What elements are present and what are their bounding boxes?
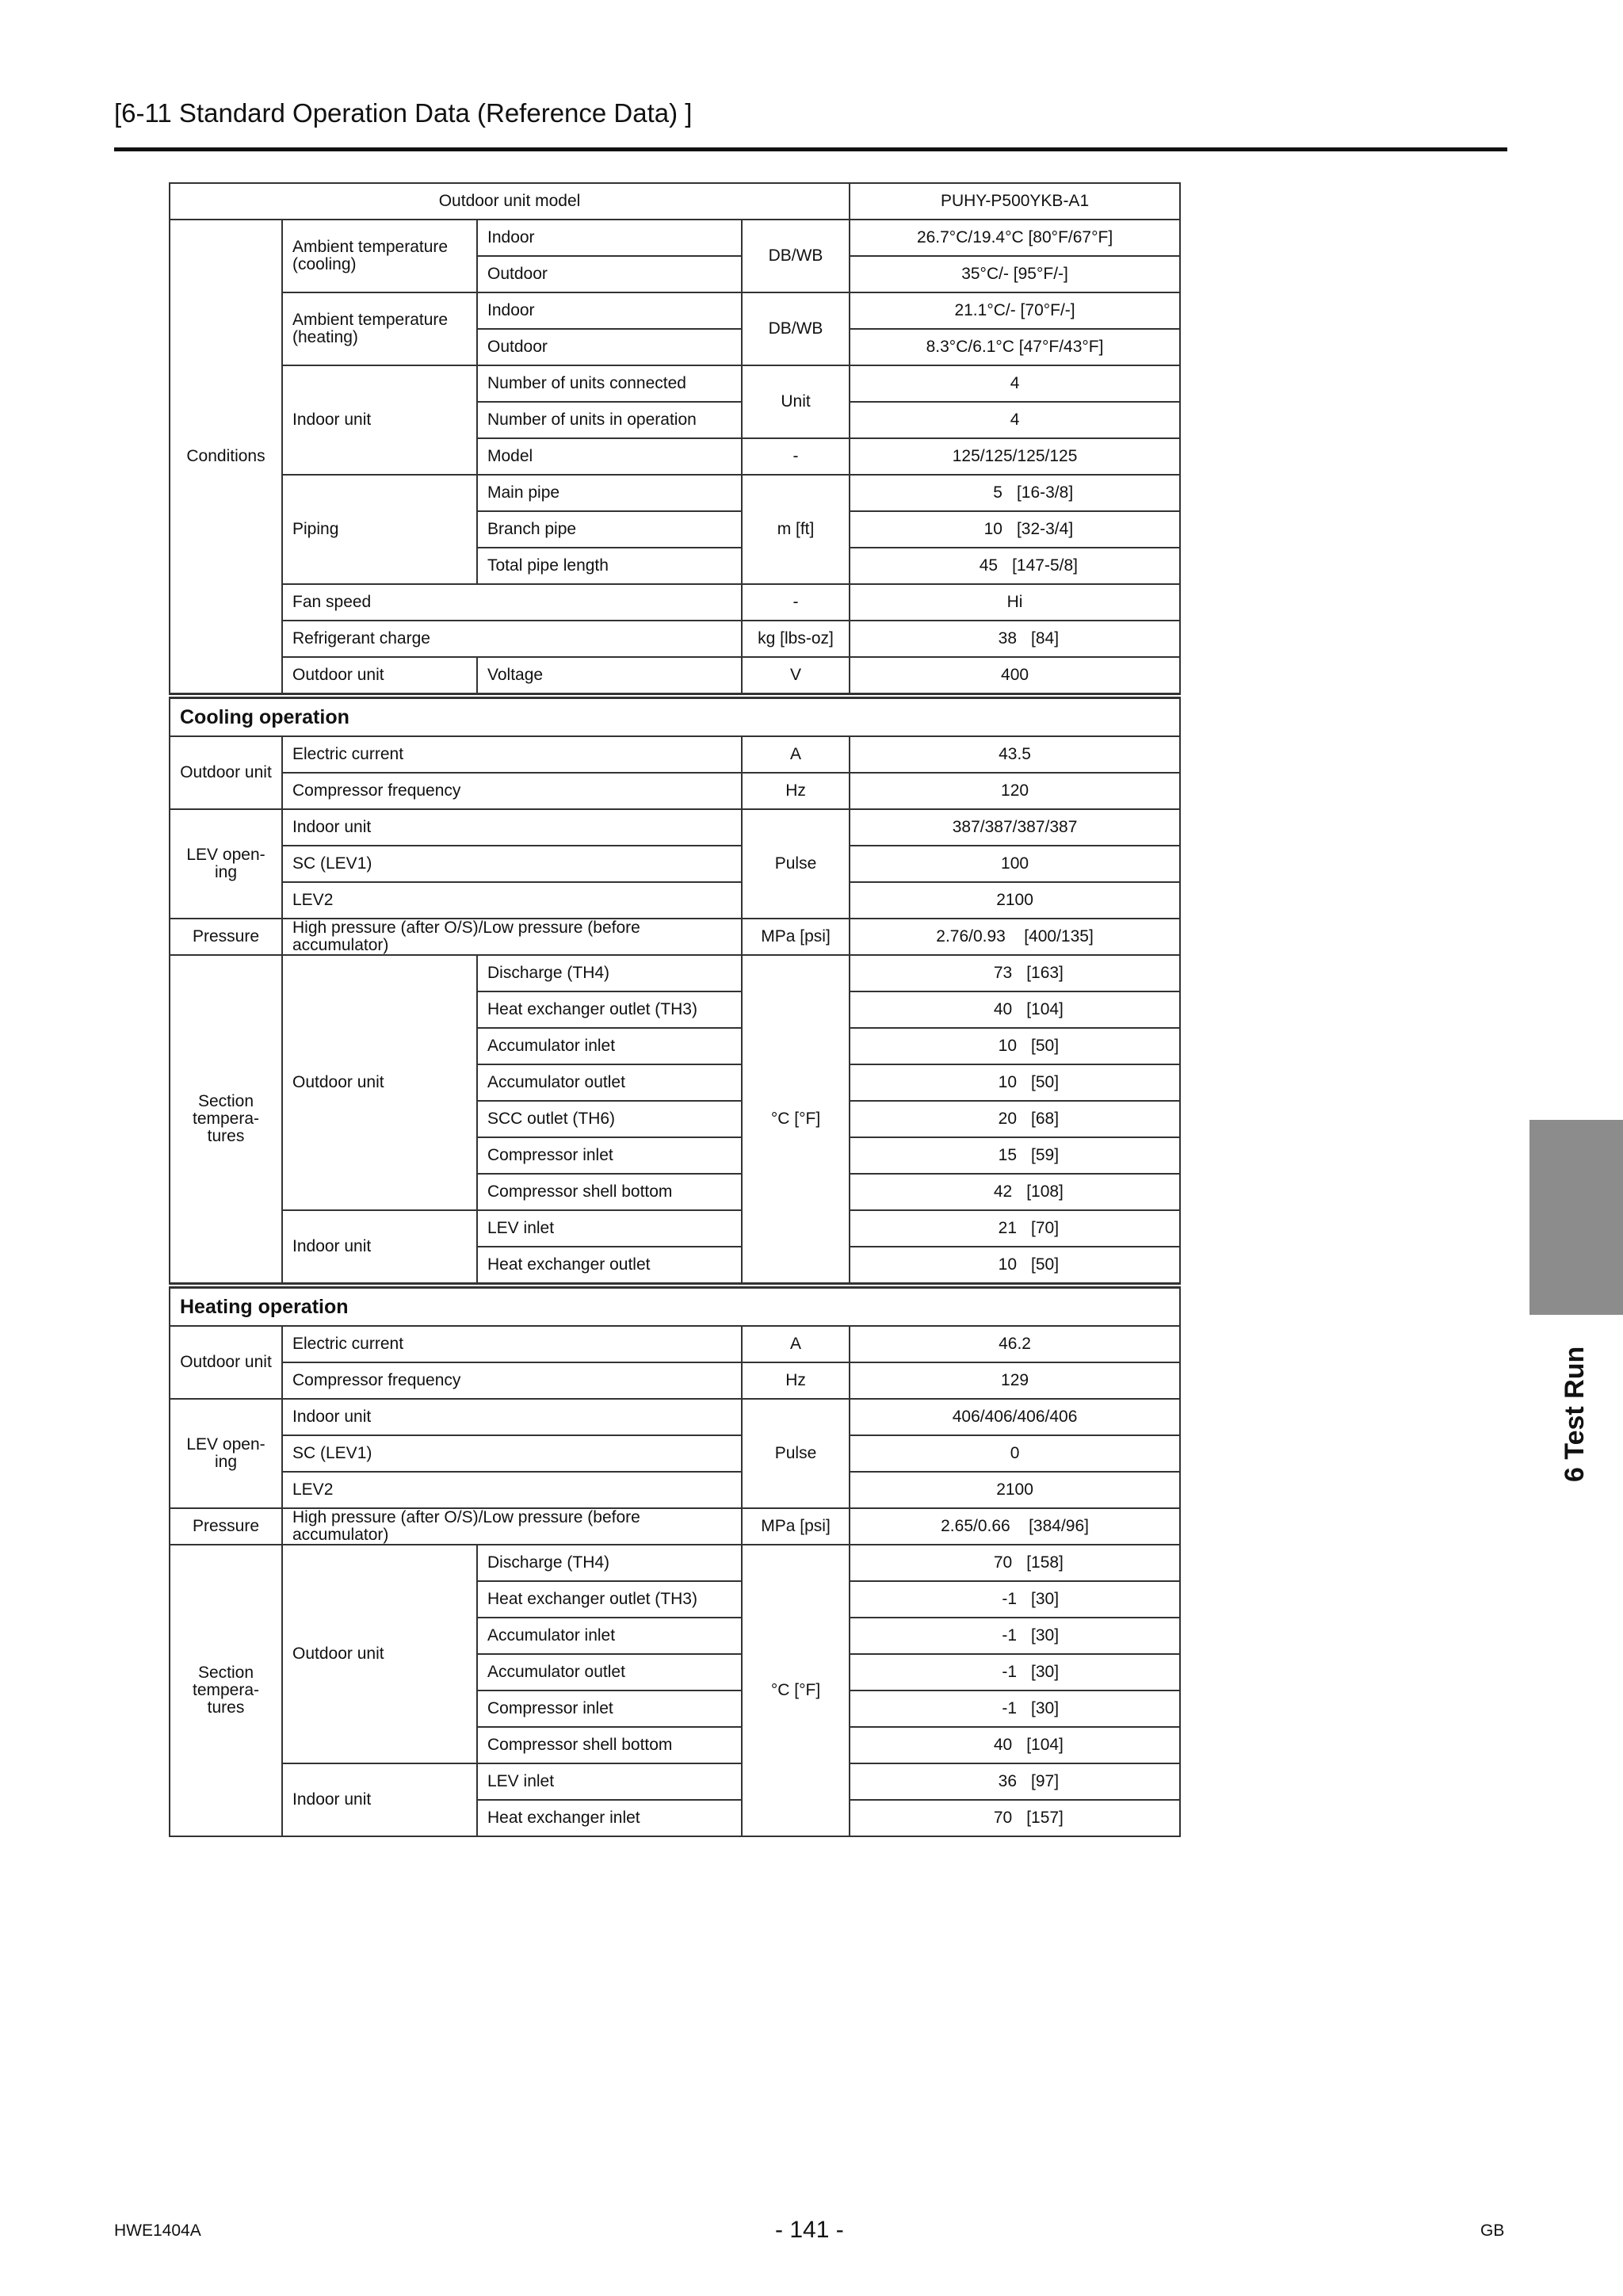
heat-outdoor-label: Outdoor bbox=[477, 329, 742, 365]
cool-freq-unit: Hz bbox=[742, 773, 850, 809]
cool-outdoor-value: 35°C/- [95°F/-] bbox=[850, 256, 1180, 292]
indoor-unit-label: Indoor unit bbox=[282, 365, 477, 475]
heat-temp-indoor-label: Indoor unit bbox=[282, 1763, 477, 1836]
units-connected-label: Number of units connected bbox=[477, 365, 742, 402]
value-unit: [108] bbox=[1026, 1182, 1064, 1201]
cool-lev-indoor-value: 387/387/387/387 bbox=[850, 809, 1180, 846]
branch-pipe-label: Branch pipe bbox=[477, 511, 742, 548]
heat-lev-in-value bbox=[850, 1763, 1180, 1800]
units-connected-value: 4 bbox=[850, 365, 1180, 402]
total-pipe-value bbox=[850, 548, 1180, 584]
value-unit: [68] bbox=[1031, 1110, 1060, 1129]
value-unit: [147-5/8] bbox=[1012, 556, 1078, 575]
cool-lev2-value: 2100 bbox=[850, 882, 1180, 919]
cool-shell-value bbox=[850, 1174, 1180, 1210]
heat-freq-label: Compressor frequency bbox=[282, 1362, 742, 1399]
refrigerant-label: Refrigerant charge bbox=[282, 621, 742, 657]
cool-lev2-label: LEV2 bbox=[282, 882, 742, 919]
table-row bbox=[170, 621, 1180, 657]
cool-acc-in-label: Accumulator inlet bbox=[477, 1028, 742, 1064]
cool-lev-indoor-label: Indoor unit bbox=[282, 809, 742, 846]
heat-sc-value: 0 bbox=[850, 1435, 1180, 1472]
table-row bbox=[170, 1210, 1180, 1247]
heat-outdoor-value: 8.3°C/6.1°C [47°F/43°F] bbox=[850, 329, 1180, 365]
heat-acc-out-value bbox=[850, 1654, 1180, 1690]
cool-lev-in-label: LEV inlet bbox=[477, 1210, 742, 1247]
value-unit: [384/96] bbox=[1029, 1517, 1089, 1536]
table-row bbox=[170, 919, 1180, 955]
table-row bbox=[170, 1763, 1180, 1800]
value-number: 21 bbox=[998, 1219, 1018, 1238]
heat-current-label: Electric current bbox=[282, 1326, 742, 1362]
table-row bbox=[170, 1286, 1180, 1326]
value-number: 10 bbox=[998, 1255, 1018, 1274]
cool-hex-out-value bbox=[850, 1247, 1180, 1286]
value-number: 5 bbox=[993, 483, 1002, 502]
cool-current-unit: A bbox=[742, 736, 850, 773]
sec-label-line2: tempera- bbox=[192, 1110, 260, 1129]
model-unit: - bbox=[742, 438, 850, 475]
heat-pulse-unit: Pulse bbox=[742, 1399, 850, 1508]
sec-label-line1: Section bbox=[197, 1092, 254, 1111]
table-row bbox=[170, 809, 1180, 846]
fan-speed-value: Hi bbox=[850, 584, 1180, 621]
value-unit: [84] bbox=[1031, 628, 1060, 648]
heat-hex-label: Heat exchanger outlet (TH3) bbox=[477, 1581, 742, 1618]
value-unit: [16-3/8] bbox=[1016, 483, 1074, 502]
refrigerant-value bbox=[850, 621, 1180, 657]
value-unit: [30] bbox=[1031, 1663, 1060, 1682]
heat-indoor-value: 21.1°C/- [70°F/-] bbox=[850, 292, 1180, 329]
model-value: PUHY-P500YKB-A1 bbox=[850, 183, 1180, 220]
cool-hex-value bbox=[850, 991, 1180, 1028]
heat-section-temp-label bbox=[170, 1545, 282, 1836]
dbwb-unit: DB/WB bbox=[742, 220, 850, 292]
heat-current-unit: A bbox=[742, 1326, 850, 1362]
value-unit: [59] bbox=[1031, 1146, 1060, 1165]
cool-freq-value: 120 bbox=[850, 773, 1180, 809]
cool-section-temp-label bbox=[170, 955, 282, 1286]
value-number: 2.76/0.93 bbox=[936, 927, 1006, 946]
fan-speed-unit: - bbox=[742, 584, 850, 621]
heating-section-title: Heating operation bbox=[170, 1286, 1180, 1326]
table-row bbox=[170, 955, 1180, 991]
sec-label-line2: tempera- bbox=[192, 1681, 260, 1700]
heat-acc-in-value bbox=[850, 1618, 1180, 1654]
cool-scc-value bbox=[850, 1101, 1180, 1137]
mft-unit: m [ft] bbox=[742, 475, 850, 584]
cool-comp-in-label: Compressor inlet bbox=[477, 1137, 742, 1174]
cool-sc-label: SC (LEV1) bbox=[282, 846, 742, 882]
value-number: 10 bbox=[998, 1037, 1018, 1056]
table-row bbox=[170, 773, 1180, 809]
cool-shell-label: Compressor shell bottom bbox=[477, 1174, 742, 1210]
unit-unit: Unit bbox=[742, 365, 850, 438]
cool-pressure-label: Pressure bbox=[170, 919, 282, 955]
value-number: 20 bbox=[998, 1110, 1018, 1129]
heat-discharge-value bbox=[850, 1545, 1180, 1581]
main-pipe-label: Main pipe bbox=[477, 475, 742, 511]
footer-region: GB bbox=[1480, 2222, 1505, 2240]
voltage-label: Voltage bbox=[477, 657, 742, 696]
chapter-side-label: 6 Test Run bbox=[1560, 1346, 1590, 1482]
value-unit: [157] bbox=[1026, 1809, 1064, 1828]
table-row bbox=[170, 882, 1180, 919]
cool-acc-out-value bbox=[850, 1064, 1180, 1101]
model-label-cond: Model bbox=[477, 438, 742, 475]
heat-lev2-value: 2100 bbox=[850, 1472, 1180, 1508]
table-row bbox=[170, 1508, 1180, 1545]
sec-label-line3: tures bbox=[207, 1698, 245, 1717]
cool-discharge-value bbox=[850, 955, 1180, 991]
model-label: Outdoor unit model bbox=[170, 183, 850, 220]
table-row bbox=[170, 1362, 1180, 1399]
cool-pressure-desc: High pressure (after O/S)/Low pressure (before accumulator) bbox=[282, 919, 742, 955]
heat-lev-indoor-label: Indoor unit bbox=[282, 1399, 742, 1435]
branch-pipe-value bbox=[850, 511, 1180, 548]
table-row bbox=[170, 584, 1180, 621]
value-unit: [30] bbox=[1031, 1699, 1060, 1718]
value-number: 38 bbox=[998, 628, 1018, 648]
table-row bbox=[170, 1399, 1180, 1435]
outdoor-unit-label: Outdoor unit bbox=[282, 657, 477, 696]
value-unit: [97] bbox=[1031, 1772, 1060, 1791]
lev-label-line2: ing bbox=[214, 863, 238, 881]
cool-pressure-value bbox=[850, 919, 1180, 955]
value-number: 70 bbox=[993, 1553, 1013, 1572]
footer-doc-code: HWE1404A bbox=[114, 2222, 201, 2240]
heat-hex-in-value bbox=[850, 1800, 1180, 1836]
heat-freq-unit: Hz bbox=[742, 1362, 850, 1399]
value-number: 40 bbox=[993, 1736, 1013, 1755]
cool-acc-out-label: Accumulator outlet bbox=[477, 1064, 742, 1101]
value-unit: [400/135] bbox=[1024, 927, 1094, 946]
value-number: -1 bbox=[1002, 1590, 1018, 1609]
lev-label-line2: ing bbox=[214, 1453, 238, 1472]
heat-freq-value: 129 bbox=[850, 1362, 1180, 1399]
cool-outdoor-label: Outdoor bbox=[477, 256, 742, 292]
cool-pressure-unit: MPa [psi] bbox=[742, 919, 850, 955]
lev-label-line1: LEV open- bbox=[186, 845, 265, 864]
table-row bbox=[170, 183, 1180, 220]
cool-hex-label: Heat exchanger outlet (TH3) bbox=[477, 991, 742, 1028]
heat-hex-in-label: Heat exchanger inlet bbox=[477, 1800, 742, 1836]
cool-scc-label: SCC outlet (TH6) bbox=[477, 1101, 742, 1137]
cool-hex-out-label: Heat exchanger outlet bbox=[477, 1247, 742, 1286]
heat-acc-in-label: Accumulator inlet bbox=[477, 1618, 742, 1654]
value-unit: [70] bbox=[1031, 1219, 1060, 1238]
piping-label: Piping bbox=[282, 475, 477, 584]
value-number: 45 bbox=[979, 556, 999, 575]
table-row bbox=[170, 1435, 1180, 1472]
heat-hex-value bbox=[850, 1581, 1180, 1618]
value-number: -1 bbox=[1002, 1626, 1018, 1645]
total-pipe-label: Total pipe length bbox=[477, 548, 742, 584]
value-unit: [50] bbox=[1031, 1073, 1060, 1092]
heat-pressure-unit: MPa [psi] bbox=[742, 1508, 850, 1545]
page-header-title: [6-11 Standard Operation Data (Reference Data) ] bbox=[114, 98, 693, 128]
heat-lev-indoor-value: 406/406/406/406 bbox=[850, 1399, 1180, 1435]
heat-pressure-desc: High pressure (after O/S)/Low pressure (before accumulator) bbox=[282, 1508, 742, 1545]
voltage-value: 400 bbox=[850, 657, 1180, 696]
heat-comp-in-label: Compressor inlet bbox=[477, 1690, 742, 1727]
conditions-label: Conditions bbox=[170, 220, 282, 696]
value-number: -1 bbox=[1002, 1699, 1018, 1718]
table-row bbox=[170, 1545, 1180, 1581]
cool-temp-outdoor-label: Outdoor unit bbox=[282, 955, 477, 1210]
cool-indoor-label: Indoor bbox=[477, 220, 742, 256]
value-number: 2.65/0.66 bbox=[941, 1517, 1010, 1536]
cool-outdoor-unit-label: Outdoor unit bbox=[170, 736, 282, 809]
sec-label-line3: tures bbox=[207, 1127, 245, 1146]
cool-indoor-value: 26.7°C/19.4°C [80°F/67°F] bbox=[850, 220, 1180, 256]
cool-acc-in-value bbox=[850, 1028, 1180, 1064]
main-pipe-value bbox=[850, 475, 1180, 511]
heat-indoor-label: Indoor bbox=[477, 292, 742, 329]
heat-shell-label: Compressor shell bottom bbox=[477, 1727, 742, 1763]
heat-acc-out-label: Accumulator outlet bbox=[477, 1654, 742, 1690]
heat-shell-value bbox=[850, 1727, 1180, 1763]
cool-comp-in-value bbox=[850, 1137, 1180, 1174]
cool-sc-value: 100 bbox=[850, 846, 1180, 882]
table-row bbox=[170, 475, 1180, 511]
cool-discharge-label: Discharge (TH4) bbox=[477, 955, 742, 991]
heat-lev-in-label: LEV inlet bbox=[477, 1763, 742, 1800]
value-number: 42 bbox=[993, 1182, 1013, 1201]
heat-sc-label: SC (LEV1) bbox=[282, 1435, 742, 1472]
heat-temp-outdoor-label: Outdoor unit bbox=[282, 1545, 477, 1763]
table-row bbox=[170, 1326, 1180, 1362]
cool-lev-in-value bbox=[850, 1210, 1180, 1247]
value-unit: [50] bbox=[1031, 1255, 1060, 1274]
value-unit: [30] bbox=[1031, 1590, 1060, 1609]
table-row bbox=[170, 657, 1180, 696]
value-unit: [104] bbox=[1026, 1736, 1064, 1755]
cool-temp-unit: °C [°F] bbox=[742, 955, 850, 1286]
value-number: 36 bbox=[998, 1772, 1018, 1791]
lev-label-line1: LEV open- bbox=[186, 1435, 265, 1454]
cool-current-value: 43.5 bbox=[850, 736, 1180, 773]
table-row bbox=[170, 736, 1180, 773]
value-unit: [158] bbox=[1026, 1553, 1064, 1572]
value-unit: [163] bbox=[1026, 964, 1064, 983]
value-number: 10 bbox=[998, 1073, 1018, 1092]
model-cond-value: 125/125/125/125 bbox=[850, 438, 1180, 475]
fan-speed-label: Fan speed bbox=[282, 584, 742, 621]
header-rule bbox=[114, 147, 1507, 151]
value-number: 70 bbox=[993, 1809, 1013, 1828]
heat-discharge-label: Discharge (TH4) bbox=[477, 1545, 742, 1581]
heat-lev-label bbox=[170, 1399, 282, 1508]
table-row bbox=[170, 1472, 1180, 1508]
units-operation-label: Number of units in operation bbox=[477, 402, 742, 438]
voltage-unit: V bbox=[742, 657, 850, 696]
ambient-heating-label: Ambient temperature (heating) bbox=[282, 292, 477, 365]
operation-data-table bbox=[169, 182, 1181, 1837]
table-row bbox=[170, 292, 1180, 329]
table-row bbox=[170, 846, 1180, 882]
value-unit: [32-3/4] bbox=[1016, 519, 1074, 538]
table-row bbox=[170, 220, 1180, 256]
ambient-cooling-label: Ambient temperature (cooling) bbox=[282, 220, 477, 292]
value-number: 10 bbox=[983, 519, 1002, 538]
heat-comp-in-value bbox=[850, 1690, 1180, 1727]
chapter-tab-marker bbox=[1529, 1120, 1623, 1315]
heat-lev2-label: LEV2 bbox=[282, 1472, 742, 1508]
cooling-section-title: Cooling operation bbox=[170, 696, 1180, 736]
value-number: 73 bbox=[993, 964, 1013, 983]
cool-current-label: Electric current bbox=[282, 736, 742, 773]
table-row bbox=[170, 696, 1180, 736]
cool-temp-indoor-label: Indoor unit bbox=[282, 1210, 477, 1286]
value-unit: [50] bbox=[1031, 1037, 1060, 1056]
dbwb-unit: DB/WB bbox=[742, 292, 850, 365]
refrigerant-unit: kg [lbs-oz] bbox=[742, 621, 850, 657]
footer-page-number: - 141 - bbox=[775, 2217, 844, 2243]
heat-pressure-label: Pressure bbox=[170, 1508, 282, 1545]
units-operation-value: 4 bbox=[850, 402, 1180, 438]
value-number: 15 bbox=[998, 1146, 1018, 1165]
cool-pulse-unit: Pulse bbox=[742, 809, 850, 919]
cool-freq-label: Compressor frequency bbox=[282, 773, 742, 809]
cool-lev-label bbox=[170, 809, 282, 919]
value-unit: [104] bbox=[1026, 1000, 1064, 1019]
value-unit: [30] bbox=[1031, 1626, 1060, 1645]
heat-current-value: 46.2 bbox=[850, 1326, 1180, 1362]
table-row bbox=[170, 365, 1180, 402]
heat-outdoor-unit-label: Outdoor unit bbox=[170, 1326, 282, 1399]
heat-temp-unit: °C [°F] bbox=[742, 1545, 850, 1836]
sec-label-line1: Section bbox=[197, 1664, 254, 1683]
value-number: -1 bbox=[1002, 1663, 1018, 1682]
value-number: 40 bbox=[993, 1000, 1013, 1019]
heat-pressure-value bbox=[850, 1508, 1180, 1545]
